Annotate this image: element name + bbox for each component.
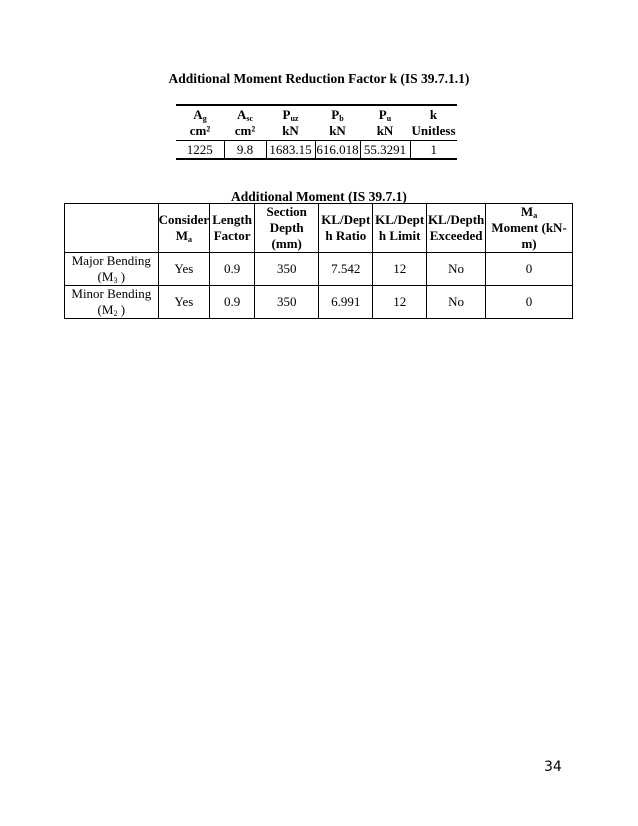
cell-kl-exceeded: No <box>427 253 486 286</box>
table-header-row <box>65 204 573 253</box>
table-row <box>176 141 457 160</box>
cell-k: 1 <box>430 141 437 157</box>
cell-section-depth: 350 <box>255 253 319 286</box>
cell-consider: Yes <box>158 253 210 286</box>
col-consider-header: Consider $M_a$ <box>158 204 210 253</box>
col-pb-header: $P_b$ kN <box>315 105 360 141</box>
col-kl-limit-header: KL/Dept h Limit <box>373 204 427 253</box>
cell-length-factor: 0.9 <box>210 253 255 286</box>
table-row <box>65 286 573 319</box>
cell-ma: 0 <box>486 286 573 319</box>
cell-kl-limit: 12 <box>373 286 427 319</box>
col-ag-header: $A_g$ cm² <box>176 105 224 141</box>
col-pu-header: $P_u$ kN <box>360 105 410 141</box>
reduction-factor-table <box>176 104 457 160</box>
col-blank-header <box>65 204 159 253</box>
table2-title: Additional Moment (IS 39.7.1) <box>231 189 407 204</box>
cell-kl-exceeded: No <box>427 286 486 319</box>
table-row <box>65 253 573 286</box>
row-label-minor: Minor Bending ($M_2$ ) <box>65 286 159 319</box>
cell-length-factor: 0.9 <box>210 286 255 319</box>
cell-asc: 9.8 <box>224 141 266 160</box>
col-length-factor-header: Length Factor <box>210 204 255 253</box>
table1-title: Additional Moment Reduction Factor k (IS 39.7.1.1) <box>168 71 470 86</box>
col-ma-moment-header: $M_a$ Moment (kN-m) <box>486 204 573 253</box>
additional-moment-table <box>64 203 573 319</box>
col-section-depth-header: Section Depth (mm) <box>255 204 319 253</box>
col-kl-ratio-header: KL/Dept h Ratio <box>319 204 373 253</box>
cell-consider: Yes <box>158 286 210 319</box>
cell-kl-ratio: 7.542 <box>319 253 373 286</box>
cell-puz: 1683.15 <box>266 141 315 160</box>
cell-ma: 0 <box>486 253 573 286</box>
col-puz-header: $P_{uz}$ kN <box>266 105 315 141</box>
cell-kl-limit: 12 <box>373 253 427 286</box>
table-header-row <box>176 105 457 141</box>
row-label-major: Major Bending ($M_3$ ) <box>65 253 159 286</box>
cell-kl-ratio: 6.991 <box>319 286 373 319</box>
cell-ag: 1225 <box>176 141 224 160</box>
cell-pb: 616.018 <box>315 141 360 160</box>
col-asc-header: $A_{sc}$ cm² <box>224 105 266 141</box>
col-k-header: k Unitless <box>410 105 457 141</box>
col-kl-exceeded-header: KL/Depth Exceeded <box>427 204 486 253</box>
cell-section-depth: 350 <box>255 286 319 319</box>
page-number: 34 <box>544 759 562 775</box>
cell-pu: 55.3291 <box>360 141 410 160</box>
